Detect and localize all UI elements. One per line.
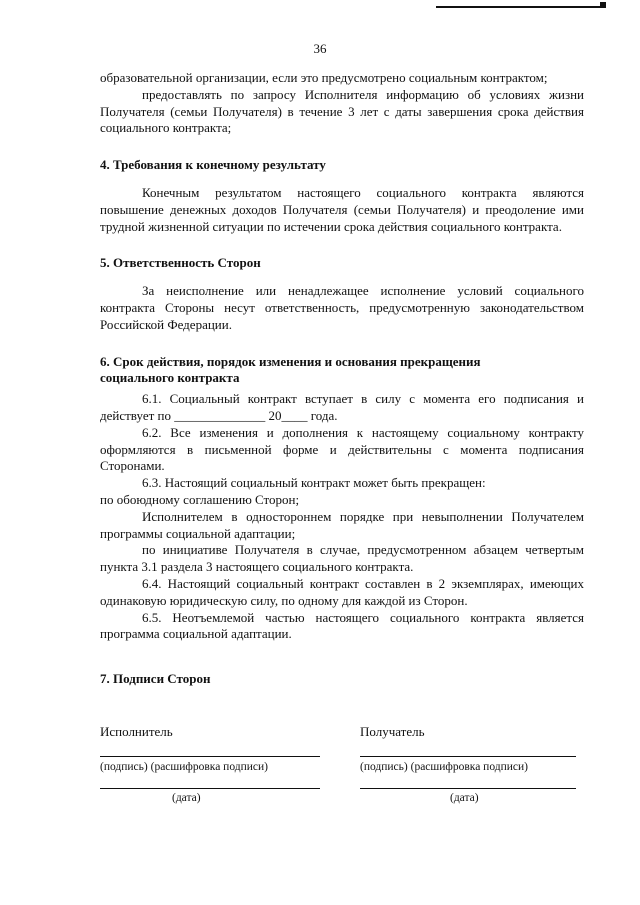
recipient-signature-caption: (подпись) (расшифровка подписи)	[360, 761, 529, 773]
clause-6-3-item-1: по обоюдному соглашению Сторон;	[100, 491, 300, 507]
section-4-heading: 4. Требования к конечному результату	[100, 157, 326, 173]
clause-6-4: 6.4. Настоящий социальный контракт составлен в 2 экземплярах, имеющих одинаковую юридическую силу, по одному для каждой из Сторон.	[100, 575, 584, 608]
recipient-date-line	[360, 788, 576, 789]
recipient-date-caption: (дата)	[450, 792, 479, 804]
intro-paragraph: предоставлять по запросу Исполнителя информацию об условиях жизни Получателя (семьи Получателя) в течение 3 лет с даты завершения срока действия социального контракта;	[100, 86, 584, 136]
section-6-heading-cont: социального контракта	[100, 370, 240, 386]
clause-6-3: 6.3. Настоящий социальный контракт может быть прекращен:	[142, 475, 486, 491]
section-4-text: Конечным результатом настоящего социального контракта являются повышение денежных доходов Получателя (семьи Получателя) и преодоление ими трудной жизненной ситуации по истечении срока действия социального контракта.	[100, 184, 584, 234]
section-7-heading: 7. Подписи Сторон	[100, 671, 211, 687]
clause-6-2: 6.2. Все изменения и дополнения к настоящему социальному контракту оформляются в письменной форме и действительны с момента подписания Сторонами.	[100, 424, 584, 474]
header-rule-mark	[600, 2, 606, 6]
section-5-heading: 5. Ответственность Сторон	[100, 255, 261, 271]
clause-6-3-item-3: по инициативе Получателя в случае, предусмотренном абзацем четвертым пункта 3.1 раздела 3 настоящего социального контракта.	[100, 542, 584, 575]
executor-label: Исполнитель	[100, 724, 173, 739]
section-6-heading: 6. Срок действия, порядок изменения и основания прекращения	[100, 353, 481, 369]
document-body	[100, 70, 584, 688]
clause-6-5: 6.5. Неотъемлемой частью настоящего социального контракта является программа социальной адаптации.	[100, 609, 584, 642]
clause-6-3-item-2: Исполнителем в одностороннем порядке при невыполнении Получателем программы социальной адаптации;	[100, 508, 584, 541]
clause-6-1: 6.1. Социальный контракт вступает в силу с момента его подписания и действует по ______________ 20____ года.	[100, 391, 584, 423]
executor-date-caption: (дата)	[172, 792, 201, 804]
section-5-text: За неисполнение или ненадлежащее исполнение условий социального контракта Стороны несут ответственность, предусмотренную законодательством Российской Федерации.	[100, 283, 584, 332]
header-rule	[436, 6, 606, 8]
executor-signature-line	[100, 756, 320, 757]
page-number: 36	[313, 41, 327, 56]
recipient-label: Получатель	[360, 724, 425, 739]
recipient-signature-line	[360, 756, 576, 757]
executor-signature-caption: (подпись) (расшифровка подписи)	[100, 761, 269, 773]
executor-date-line	[100, 788, 320, 789]
intro-line: образовательной организации, если это предусмотрено социальным контрактом;	[100, 70, 548, 85]
